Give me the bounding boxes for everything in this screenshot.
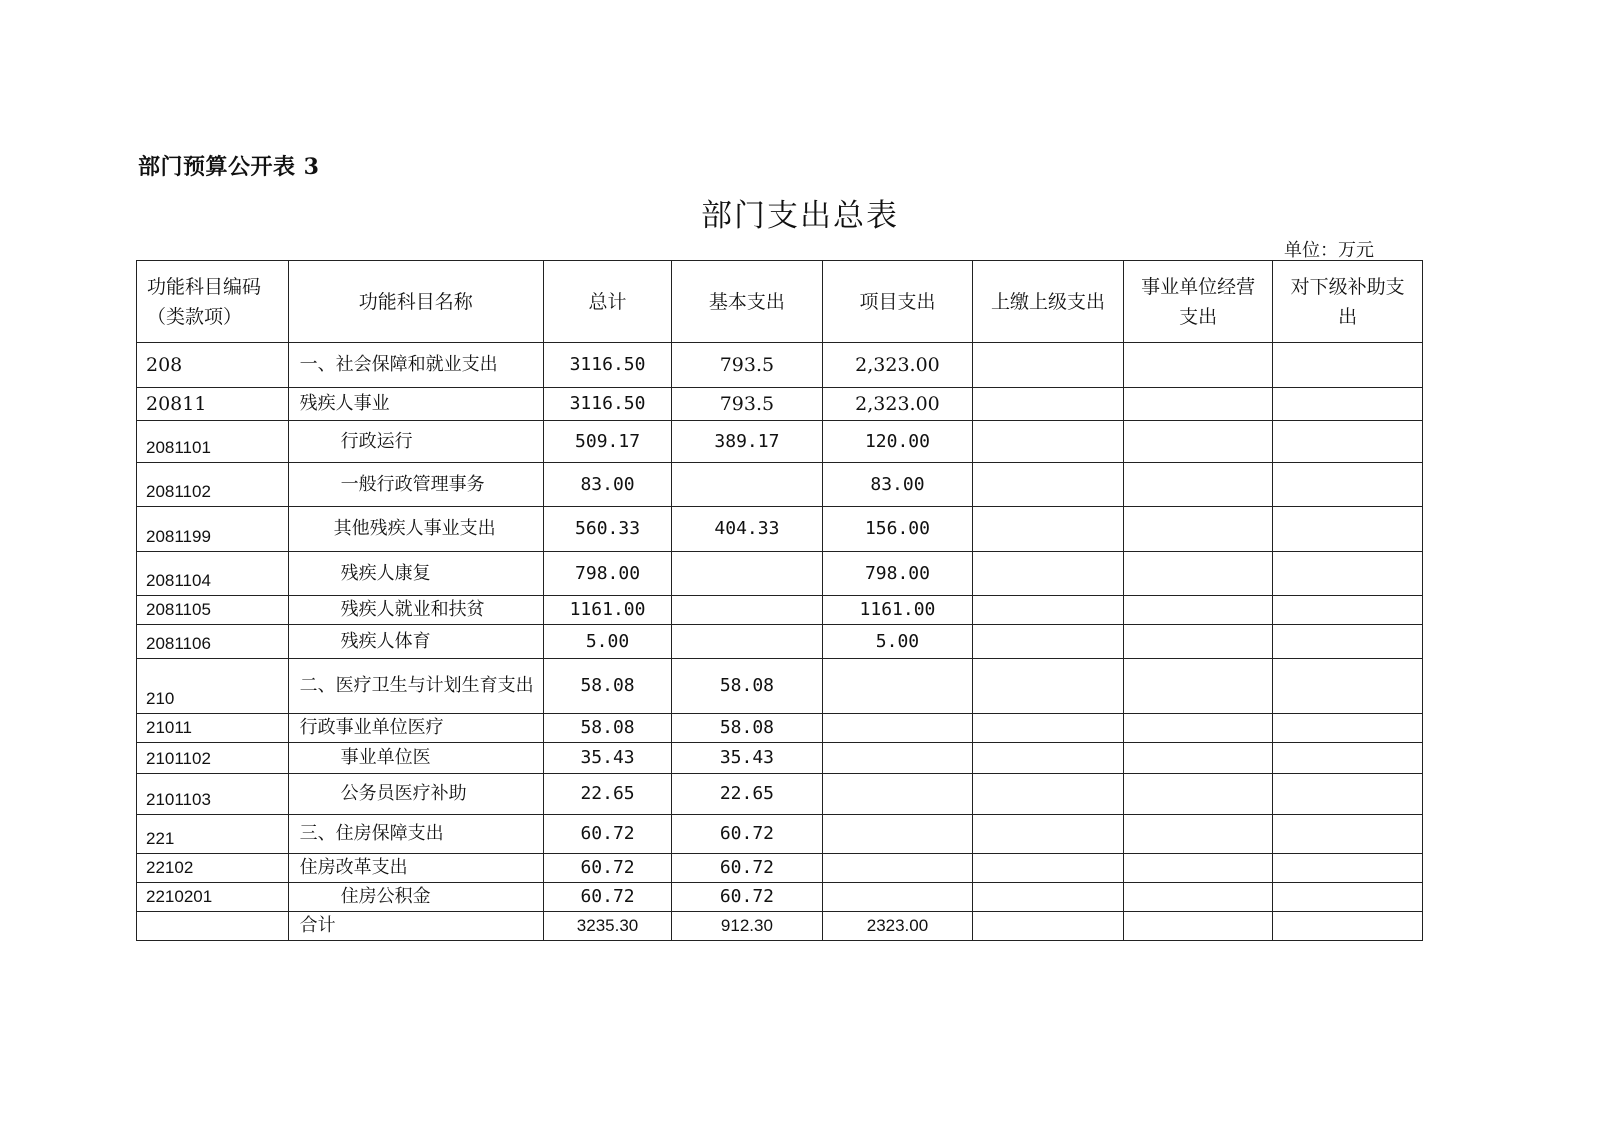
table-row	[137, 343, 1423, 388]
cell-name: 二、医疗卫生与计划生育支出	[288, 659, 543, 714]
header-total: 总计	[543, 261, 671, 343]
cell-total: 58.08	[543, 659, 671, 714]
cell-basic: 60.72	[672, 815, 823, 854]
cell-code: 221	[137, 815, 289, 854]
cell-subsidy	[1273, 463, 1423, 507]
cell-total: 83.00	[543, 463, 671, 507]
cell-code: 2081102	[137, 463, 289, 507]
cell-basic	[672, 552, 823, 596]
cell-code: 2081104	[137, 552, 289, 596]
table-header-row	[137, 261, 1423, 343]
cell-business	[1123, 659, 1273, 714]
cell-remit	[973, 743, 1124, 774]
cell-total: 60.72	[543, 854, 671, 883]
cell-basic: 58.08	[672, 659, 823, 714]
cell-basic: 793.5	[672, 388, 823, 421]
total-business	[1123, 912, 1273, 941]
cell-subsidy	[1273, 421, 1423, 463]
cell-basic: 58.08	[672, 714, 823, 743]
cell-code: 2081106	[137, 625, 289, 659]
total-project: 2323.00	[822, 912, 973, 941]
cell-remit	[973, 343, 1124, 388]
cell-total: 560.33	[543, 507, 671, 552]
cell-subsidy	[1273, 552, 1423, 596]
cell-business	[1123, 854, 1273, 883]
table-row	[137, 743, 1423, 774]
cell-project	[822, 714, 973, 743]
cell-business	[1123, 507, 1273, 552]
cell-business	[1123, 815, 1273, 854]
cell-project: 120.00	[822, 421, 973, 463]
cell-name: 残疾人就业和扶贫	[288, 596, 543, 625]
cell-business	[1123, 714, 1273, 743]
cell-basic	[672, 463, 823, 507]
cell-name: 公务员医疗补助	[288, 774, 543, 815]
total-remit	[973, 912, 1124, 941]
cell-total: 798.00	[543, 552, 671, 596]
cell-remit	[973, 388, 1124, 421]
cell-project: 798.00	[822, 552, 973, 596]
cell-project: 156.00	[822, 507, 973, 552]
cell-remit	[973, 815, 1124, 854]
cell-remit	[973, 659, 1124, 714]
cell-name: 住房公积金	[288, 883, 543, 912]
cell-code: 2081199	[137, 507, 289, 552]
cell-total: 5.00	[543, 625, 671, 659]
cell-remit	[973, 625, 1124, 659]
table-row	[137, 552, 1423, 596]
cell-subsidy	[1273, 596, 1423, 625]
cell-code: 20811	[137, 388, 289, 421]
cell-basic: 404.33	[672, 507, 823, 552]
cell-subsidy	[1273, 815, 1423, 854]
cell-remit	[973, 596, 1124, 625]
table-row	[137, 659, 1423, 714]
cell-project	[822, 815, 973, 854]
cell-total: 60.72	[543, 883, 671, 912]
cell-basic: 60.72	[672, 854, 823, 883]
cell-total: 3116.50	[543, 388, 671, 421]
header-subsidy: 对下级补助支出	[1273, 261, 1423, 343]
cell-code: 2210201	[137, 883, 289, 912]
table-row	[137, 388, 1423, 421]
cell-subsidy	[1273, 388, 1423, 421]
total-grand: 3235.30	[543, 912, 671, 941]
cell-total: 35.43	[543, 743, 671, 774]
cell-project	[822, 883, 973, 912]
cell-name: 事业单位医	[288, 743, 543, 774]
cell-name: 三、住房保障支出	[288, 815, 543, 854]
header-remit: 上缴上级支出	[973, 261, 1124, 343]
table-row	[137, 463, 1423, 507]
total-label: 合计	[288, 912, 543, 941]
header-project: 项目支出	[822, 261, 973, 343]
cell-subsidy	[1273, 854, 1423, 883]
table-row	[137, 625, 1423, 659]
header-basic: 基本支出	[672, 261, 823, 343]
cell-code: 210	[137, 659, 289, 714]
cell-total: 58.08	[543, 714, 671, 743]
header-name: 功能科目名称	[288, 261, 543, 343]
cell-subsidy	[1273, 659, 1423, 714]
cell-project: 2,323.00	[822, 388, 973, 421]
cell-remit	[973, 421, 1124, 463]
header-business: 事业单位经营支出	[1123, 261, 1273, 343]
cell-subsidy	[1273, 507, 1423, 552]
expenditure-table	[136, 260, 1423, 941]
cell-total: 22.65	[543, 774, 671, 815]
cell-basic: 793.5	[672, 343, 823, 388]
table-row	[137, 507, 1423, 552]
cell-project: 2,323.00	[822, 343, 973, 388]
table-row	[137, 854, 1423, 883]
cell-code	[137, 912, 289, 941]
cell-remit	[973, 854, 1124, 883]
cell-code: 2101103	[137, 774, 289, 815]
cell-basic: 22.65	[672, 774, 823, 815]
cell-project	[822, 854, 973, 883]
header-code: 功能科目编码（类款项）	[137, 261, 289, 343]
cell-subsidy	[1273, 625, 1423, 659]
cell-total: 1161.00	[543, 596, 671, 625]
cell-name: 一般行政管理事务	[288, 463, 543, 507]
cell-business	[1123, 774, 1273, 815]
cell-subsidy	[1273, 343, 1423, 388]
cell-business	[1123, 343, 1273, 388]
cell-remit	[973, 883, 1124, 912]
cell-remit	[973, 714, 1124, 743]
cell-name: 住房改革支出	[288, 854, 543, 883]
table-row	[137, 883, 1423, 912]
table-row	[137, 421, 1423, 463]
cell-name: 残疾人事业	[288, 388, 543, 421]
cell-business	[1123, 388, 1273, 421]
table-row	[137, 815, 1423, 854]
cell-name: 其他残疾人事业支出	[288, 507, 543, 552]
cell-code: 2081105	[137, 596, 289, 625]
cell-code: 2081101	[137, 421, 289, 463]
cell-name: 残疾人康复	[288, 552, 543, 596]
cell-subsidy	[1273, 743, 1423, 774]
unit-label: 单位：万元	[1284, 240, 1374, 261]
cell-business	[1123, 883, 1273, 912]
cell-total: 3116.50	[543, 343, 671, 388]
cell-total: 60.72	[543, 815, 671, 854]
cell-business	[1123, 625, 1273, 659]
cell-code: 208	[137, 343, 289, 388]
cell-name: 残疾人体育	[288, 625, 543, 659]
cell-project: 1161.00	[822, 596, 973, 625]
cell-project	[822, 774, 973, 815]
cell-subsidy	[1273, 774, 1423, 815]
cell-basic: 60.72	[672, 883, 823, 912]
cell-business	[1123, 596, 1273, 625]
cell-remit	[973, 552, 1124, 596]
total-row	[137, 912, 1423, 941]
table-row	[137, 714, 1423, 743]
cell-name: 行政运行	[288, 421, 543, 463]
cell-subsidy	[1273, 714, 1423, 743]
cell-project: 83.00	[822, 463, 973, 507]
cell-project: 5.00	[822, 625, 973, 659]
cell-code: 22102	[137, 854, 289, 883]
cell-basic	[672, 625, 823, 659]
total-subsidy	[1273, 912, 1423, 941]
cell-remit	[973, 774, 1124, 815]
cell-business	[1123, 743, 1273, 774]
page-title: 部门支出总表	[701, 198, 899, 234]
cell-remit	[973, 463, 1124, 507]
cell-remit	[973, 507, 1124, 552]
cell-project	[822, 743, 973, 774]
cell-code: 21011	[137, 714, 289, 743]
cell-project	[822, 659, 973, 714]
cell-business	[1123, 552, 1273, 596]
table-row	[137, 596, 1423, 625]
cell-business	[1123, 463, 1273, 507]
cell-code: 2101102	[137, 743, 289, 774]
table-number-label: 部门预算公开表 3	[138, 154, 320, 180]
cell-basic: 35.43	[672, 743, 823, 774]
cell-basic: 389.17	[672, 421, 823, 463]
total-basic: 912.30	[672, 912, 823, 941]
cell-business	[1123, 421, 1273, 463]
cell-name: 一、社会保障和就业支出	[288, 343, 543, 388]
cell-basic	[672, 596, 823, 625]
cell-subsidy	[1273, 883, 1423, 912]
cell-name: 行政事业单位医疗	[288, 714, 543, 743]
table-row	[137, 774, 1423, 815]
cell-total: 509.17	[543, 421, 671, 463]
